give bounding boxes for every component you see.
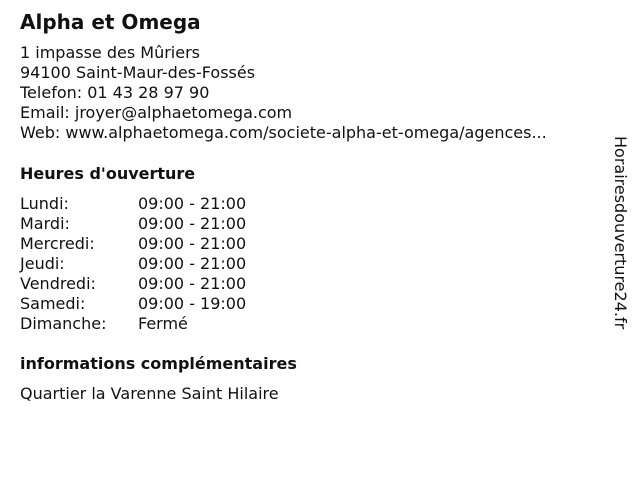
day-label: Vendredi: xyxy=(20,274,96,293)
address-city: 94100 Saint-Maur-des-Fossés xyxy=(20,63,256,82)
hours-value: Fermé xyxy=(138,314,188,333)
day-label: Lundi: xyxy=(20,194,69,213)
hours-row-saturday xyxy=(20,294,246,314)
site-watermark: Horairesdouverture24.fr xyxy=(611,136,630,330)
additional-info-text: Quartier la Varenne Saint Hilaire xyxy=(20,384,279,403)
hours-row-sunday xyxy=(20,314,246,334)
hours-row-thursday xyxy=(20,254,246,274)
day-label: Dimanche: xyxy=(20,314,107,333)
additional-info-heading: informations complémentaires xyxy=(20,354,297,373)
opening-hours-table xyxy=(20,194,246,334)
hours-row-tuesday xyxy=(20,214,246,234)
hours-row-monday xyxy=(20,194,246,214)
day-label: Jeudi: xyxy=(20,254,65,273)
hours-value: 09:00 - 21:00 xyxy=(138,254,247,273)
opening-hours-heading: Heures d'ouverture xyxy=(20,164,196,183)
contact-block xyxy=(20,43,547,143)
email-line: Email: jroyer@alphaetomega.com xyxy=(20,103,293,122)
hours-value: 09:00 - 19:00 xyxy=(138,294,247,313)
day-label: Samedi: xyxy=(20,294,86,313)
hours-value: 09:00 - 21:00 xyxy=(138,234,247,253)
day-label: Mercredi: xyxy=(20,234,95,253)
address-street: 1 impasse des Mûriers xyxy=(20,43,201,62)
hours-value: 09:00 - 21:00 xyxy=(138,214,247,233)
web-line: Web: www.alphaetomega.com/societe-alpha-et-omega/agences... xyxy=(20,123,547,142)
hours-row-friday xyxy=(20,274,246,294)
hours-row-wednesday xyxy=(20,234,246,254)
hours-value: 09:00 - 21:00 xyxy=(138,194,247,213)
phone-line: Telefon: 01 43 28 97 90 xyxy=(20,83,210,102)
hours-value: 09:00 - 21:00 xyxy=(138,274,247,293)
day-label: Mardi: xyxy=(20,214,70,233)
business-name: Alpha et Omega xyxy=(20,10,201,34)
